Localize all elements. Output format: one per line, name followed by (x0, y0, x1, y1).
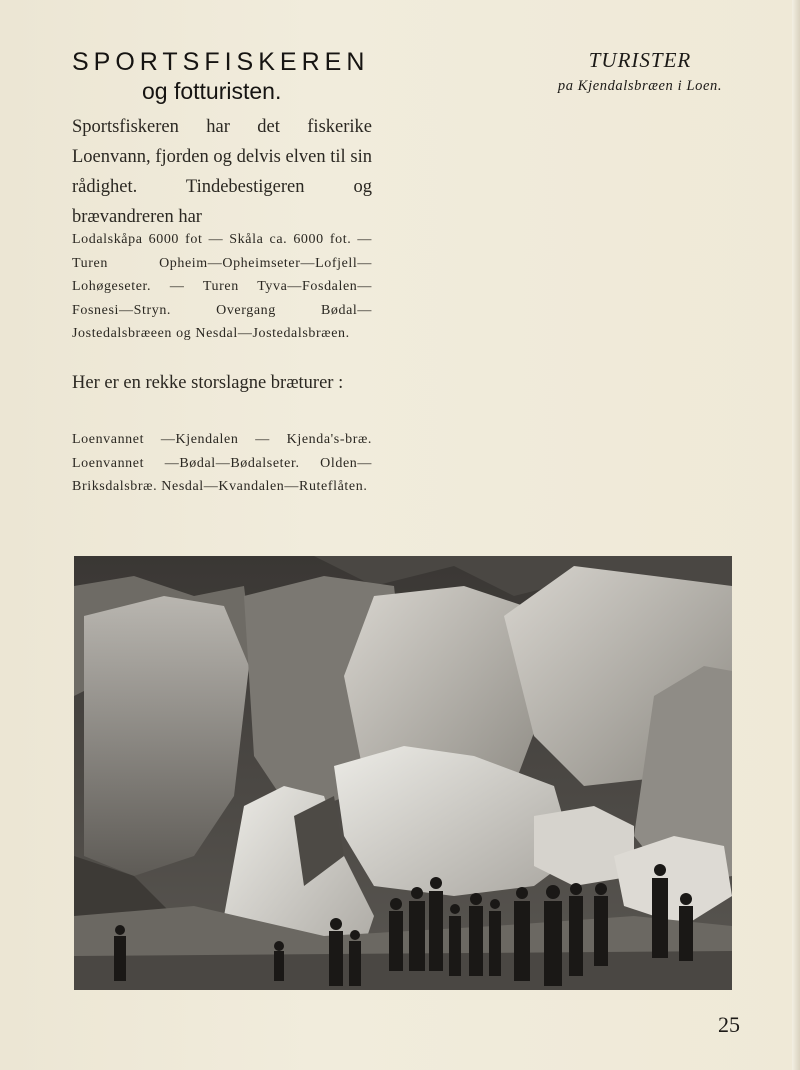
page-number: 25 (718, 1012, 740, 1037)
page-edge (792, 0, 800, 1070)
glacier-photo-illustration (74, 556, 732, 990)
page-subtitle: og fotturisten. (142, 78, 282, 104)
intro-paragraph: Sportsfiskeren har det fiskerike Loenvann, fjorden og delvis elven til sin rådighet. Tindebestigeren og brævandreren har (72, 117, 372, 227)
photo-caption-title: TURISTER (588, 48, 692, 72)
glacier-intro-paragraph: Her er en rekke storslagne bræturer : (72, 373, 344, 393)
glacier-tours-paragraph: Loenvannet —Kjendalen — Kjenda's-bræ. Loenvannet —Bødal—Bødalseter. Olden—Briksdalsbræ. Nesdal—Kvandalen—Ruteflåten. (72, 432, 372, 494)
glacier-photo (74, 556, 732, 990)
photo-caption-subtitle: pa Kjendalsbræen i Loen. (557, 78, 723, 94)
page-title: SPORTSFISKEREN (72, 48, 370, 76)
peaks-paragraph: Lodalskåpa 6000 fot — Skåla ca. 6000 fot. — Turen Opheim—Opheimseter—Lofjell—Lohøgeseter. — Turen Tyva—Fosdalen—Fosnesi—Stryn. Overgang Bødal—Jostedalsbræeen og Nesdal—Jostedalsbræen. (72, 232, 372, 341)
